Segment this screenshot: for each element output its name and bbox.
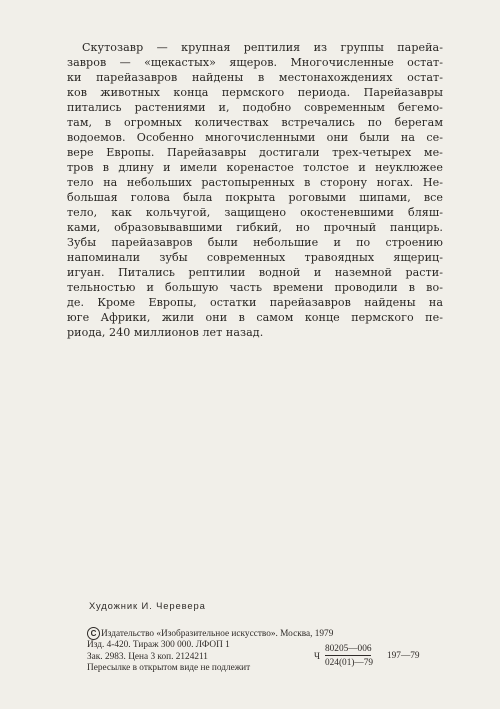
text-line: завров — «щекастых» ящеров. Многочисленные остат- (67, 56, 443, 69)
text-line: большая голова была покрыта роговыми шипами, все (67, 191, 443, 204)
code-numerator: 80205—006 (325, 644, 372, 654)
imprint-block (87, 629, 427, 674)
text-line: питались растениями и, подобно современным бегемо- (67, 101, 443, 114)
text-line: риода, 240 миллионов лет назад. (67, 326, 264, 339)
text-line: ками, образовывавшими гибкий, но прочный панцирь. (67, 221, 443, 234)
text-line: ков животных конца пермского периода. Парейазавры (67, 86, 443, 99)
code-prefix: Ч (314, 652, 321, 662)
copyright-icon: C (87, 627, 100, 640)
text-line: тело, как кольчугой, защищено окостеневшими бляш- (67, 206, 443, 219)
text-line: напоминали зубы современных травоядных ящериц- (67, 251, 443, 264)
order-line: Зак. 2983. Цена 3 коп. 2124211 (87, 651, 208, 662)
text-line: там, в огромных количествах встречались по берегам (67, 116, 443, 129)
text-line: водоемов. Особенно многочисленными они были на се- (67, 131, 443, 144)
text-line: тело на небольших растопыренных в сторону ногах. Не- (67, 176, 443, 189)
code-suffix: 197—79 (387, 651, 420, 661)
text-line: ки парейазавров найдены в местонахождениях остат- (67, 71, 443, 84)
edition-line: Изд. 4-420. Тираж 300 000. ЛФОП 1 (87, 640, 230, 651)
text-line: юге Африки, жили они в самом конце пермского пе- (67, 311, 443, 324)
text-line: тров в длину и имели коренастое толстое и неуклюжее (67, 161, 443, 174)
text-line: Зубы парейазавров были небольшие и по строению (67, 236, 443, 249)
description-text (67, 40, 443, 340)
text-line: тельностью и большую часть времени проводили в во- (67, 281, 443, 294)
artist-credit: Художник И. Черевера (89, 600, 206, 611)
publisher-line (87, 629, 427, 640)
publisher-text: Издательство «Изобразительное искусство». Москва, 1979 (101, 629, 334, 639)
text-line: Скутозавр — крупная рептилия из группы парейа- (82, 41, 443, 54)
mail-note-line: Пересылке в открытом виде не подлежит (87, 662, 251, 673)
code-denominator: 024(01)—79 (325, 658, 374, 668)
text-line: вере Европы. Парейазавры достигали трех-четырех ме- (67, 146, 443, 159)
text-line: де. Кроме Европы, остатки парейазавров найдены на (67, 296, 443, 309)
text-line: игуан. Питались рептилии водной и наземной расти- (67, 266, 443, 279)
